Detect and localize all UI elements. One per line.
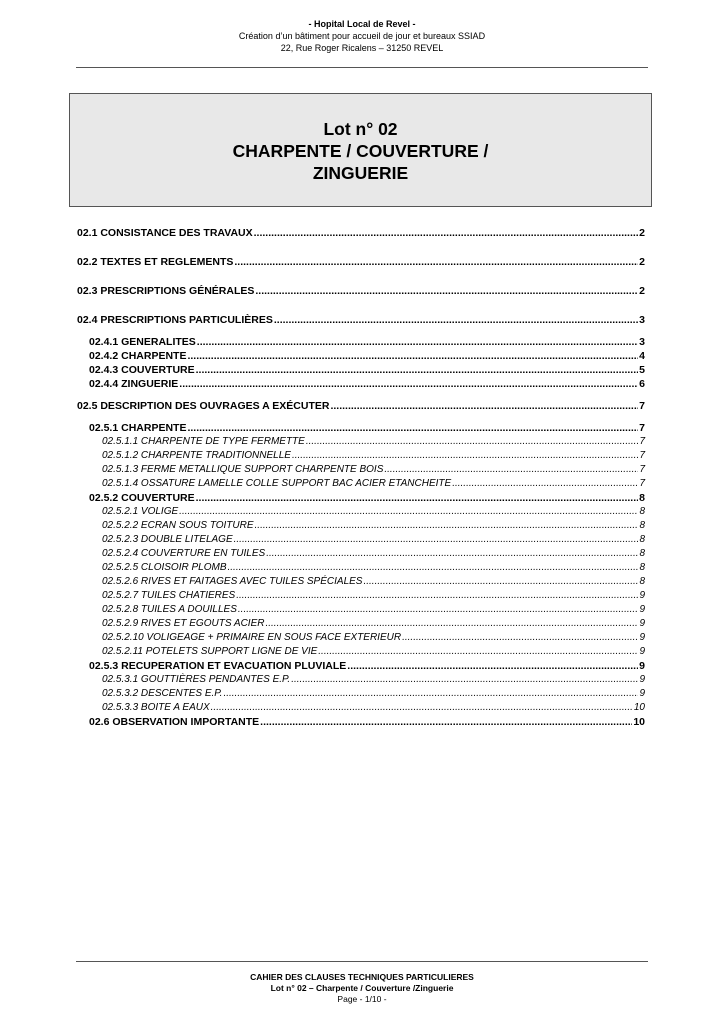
toc-entry[interactable]	[77, 491, 645, 505]
toc-entry-title: 02.5.2.11 POTELETS SUPPORT LIGNE DE VIE	[102, 646, 318, 657]
toc-entry[interactable]	[77, 659, 645, 673]
toc-entry-title: 02.5.3.3 BOITE A EAUX	[102, 702, 210, 713]
header-address: 22, Rue Roger Ricalens – 31250 REVEL	[280, 43, 444, 53]
toc-entry-title: 02.5.3 RECUPERATION ET EVACUATION PLUVIALE	[89, 660, 347, 672]
toc-entry-title: 02.5.2.3 DOUBLE LITELAGE	[102, 534, 233, 545]
toc-entry[interactable]	[77, 349, 645, 363]
toc-page-number: 9	[639, 604, 645, 615]
toc-leader-dots	[187, 349, 638, 363]
toc-leader-dots	[274, 313, 638, 327]
toc-entry[interactable]	[77, 335, 645, 349]
toc-leader-dots	[347, 659, 638, 673]
toc-leader-dots	[223, 687, 638, 701]
footer-page-number: Page - 1/10 -	[337, 994, 387, 1004]
toc-entry-title: 02.5.2.2 ECRAN SOUS TOITURE	[102, 520, 254, 531]
toc-leader-dots	[254, 226, 639, 240]
toc-page-number: 8	[639, 534, 645, 545]
toc-page-number: 9	[639, 688, 645, 699]
toc-page-number: 7	[639, 400, 645, 412]
toc-entry-title: 02.5.1.3 FERME METALLIQUE SUPPORT CHARPENTE BOIS	[102, 464, 384, 475]
toc-leader-dots	[266, 547, 638, 561]
toc-entry-title: 02.3 PRESCRIPTIONS GÉNÉRALES	[77, 285, 255, 297]
title-box	[69, 93, 652, 207]
toc-page-number: 4	[639, 350, 645, 362]
toc-page-number: 10	[633, 702, 645, 713]
footer-lot-title: Lot n° 02 – Charpente / Couverture /Zinguerie	[270, 983, 454, 993]
toc-leader-dots	[265, 617, 638, 631]
toc-entry-title: 02.4.1 GENERALITES	[89, 336, 196, 348]
toc-leader-dots	[187, 421, 638, 435]
toc-entry-title: 02.5.1.1 CHARPENTE DE TYPE FERMETTE	[102, 436, 305, 447]
toc-leader-dots	[255, 519, 639, 533]
lot-title-line-1: CHARPENTE / COUVERTURE /	[232, 141, 489, 161]
toc-entry[interactable]	[77, 399, 645, 413]
toc-page-number: 3	[639, 314, 645, 326]
toc-entry[interactable]	[77, 673, 645, 687]
toc-page-number: 8	[639, 506, 645, 517]
toc-entry-title: 02.4 PRESCRIPTIONS PARTICULIÈRES	[77, 314, 273, 326]
toc-page-number: 9	[639, 660, 645, 672]
toc-page-number: 2	[639, 285, 645, 297]
toc-entry[interactable]	[77, 589, 645, 603]
toc-entry-title: 02.5.2.5 CLOISOIR PLOMB	[102, 562, 227, 573]
toc-page-number: 6	[639, 378, 645, 390]
toc-page-number: 9	[639, 632, 645, 643]
toc-page-number: 8	[639, 520, 645, 531]
toc-page-number: 9	[639, 618, 645, 629]
toc-entry[interactable]	[77, 363, 645, 377]
footer-divider	[76, 961, 648, 962]
toc-page-number: 8	[639, 492, 645, 504]
toc-entry[interactable]	[77, 715, 645, 729]
toc-entry-title: 02.6 OBSERVATION IMPORTANTE	[89, 716, 260, 728]
toc-page-number: 8	[639, 576, 645, 587]
toc-leader-dots	[330, 399, 638, 413]
page-header	[0, 18, 724, 54]
toc-entry-title: 02.1 CONSISTANCE DES TRAVAUX	[77, 227, 253, 239]
toc-leader-dots	[363, 575, 638, 589]
toc-entry[interactable]	[77, 617, 645, 631]
toc-entry[interactable]	[77, 631, 645, 645]
toc-page-number: 7	[639, 422, 645, 434]
lot-number: Lot n° 02	[323, 119, 398, 139]
toc-entry[interactable]	[77, 421, 645, 435]
toc-page-number: 7	[639, 450, 645, 461]
toc-leader-dots	[197, 335, 638, 349]
toc-entry-title: 02.5.1.4 OSSATURE LAMELLE COLLE SUPPORT BAC ACIER ETANCHEITE	[102, 478, 452, 489]
toc-entry-title: 02.4.2 CHARPENTE	[89, 350, 187, 362]
toc-entry[interactable]	[77, 377, 645, 391]
page-footer	[0, 972, 724, 1005]
toc-page-number: 8	[639, 562, 645, 573]
toc-leader-dots	[260, 715, 632, 729]
toc-leader-dots	[211, 701, 633, 715]
toc-leader-dots	[196, 363, 639, 377]
table-of-contents	[77, 226, 645, 729]
toc-leader-dots	[384, 463, 638, 477]
toc-entry[interactable]	[77, 561, 645, 575]
footer-document-type: CAHIER DES CLAUSES TECHNIQUES PARTICULIERES	[250, 972, 474, 982]
toc-leader-dots	[234, 255, 638, 269]
toc-entry[interactable]	[77, 603, 645, 617]
toc-page-number: 9	[639, 590, 645, 601]
toc-entry-title: 02.5.3.2 DESCENTES E.P.	[102, 688, 223, 699]
toc-page-number: 3	[639, 336, 645, 348]
toc-entry-title: 02.5.1 CHARPENTE	[89, 422, 187, 434]
toc-entry[interactable]	[77, 435, 645, 449]
toc-page-number: 10	[633, 716, 645, 728]
toc-page-number: 7	[639, 478, 645, 489]
toc-entry[interactable]	[77, 284, 645, 298]
toc-entry[interactable]	[77, 477, 645, 491]
toc-entry[interactable]	[77, 505, 645, 519]
toc-entry-title: 02.5.2.10 VOLIGEAGE + PRIMAIRE EN SOUS FACE EXTERIEUR	[102, 632, 402, 643]
toc-entry[interactable]	[77, 701, 645, 715]
toc-entry-title: 02.4.3 COUVERTURE	[89, 364, 195, 376]
toc-entry[interactable]	[77, 313, 645, 327]
toc-entry[interactable]	[77, 449, 645, 463]
lot-title-line-2: ZINGUERIE	[312, 163, 409, 183]
toc-page-number: 5	[639, 364, 645, 376]
toc-leader-dots	[238, 603, 639, 617]
toc-leader-dots	[402, 631, 638, 645]
toc-entry-title: 02.5.3.1 GOUTTIÈRES PENDANTES E.P.	[102, 674, 291, 685]
toc-entry-title: 02.5.2.8 TUILES A DOUILLES	[102, 604, 237, 615]
toc-entry-title: 02.5.2.1 VOLIGE	[102, 506, 179, 517]
toc-leader-dots	[255, 284, 638, 298]
toc-entry[interactable]	[77, 226, 645, 240]
header-hospital-name: - Hopital Local de Revel -	[308, 19, 416, 29]
header-divider	[76, 67, 648, 68]
toc-leader-dots	[196, 491, 639, 505]
toc-entry[interactable]	[77, 575, 645, 589]
toc-entry[interactable]	[77, 533, 645, 547]
toc-leader-dots	[179, 505, 638, 519]
toc-page-number: 7	[639, 464, 645, 475]
toc-leader-dots	[306, 435, 639, 449]
toc-leader-dots	[236, 589, 638, 603]
toc-leader-dots	[228, 561, 639, 575]
toc-leader-dots	[318, 645, 638, 659]
toc-page-number: 2	[639, 256, 645, 268]
toc-leader-dots	[292, 449, 638, 463]
toc-leader-dots	[291, 673, 638, 687]
toc-leader-dots	[452, 477, 638, 491]
toc-entry[interactable]	[77, 687, 645, 701]
toc-page-number: 7	[639, 436, 645, 447]
toc-page-number: 8	[639, 548, 645, 559]
header-project-description: Création d’un bâtiment pour accueil de jour et bureaux SSIAD	[238, 31, 486, 41]
toc-entry[interactable]	[77, 547, 645, 561]
toc-entry-title: 02.5.2.7 TUILES CHATIERES	[102, 590, 236, 601]
toc-entry[interactable]	[77, 519, 645, 533]
toc-entry-title: 02.2 TEXTES ET REGLEMENTS	[77, 256, 234, 268]
toc-entry[interactable]	[77, 645, 645, 659]
toc-entry-title: 02.5 DESCRIPTION DES OUVRAGES A EXÉCUTER	[77, 400, 330, 412]
toc-page-number: 9	[639, 674, 645, 685]
toc-leader-dots	[234, 533, 639, 547]
toc-entry-title: 02.5.2 COUVERTURE	[89, 492, 195, 504]
toc-page-number: 2	[639, 227, 645, 239]
toc-entry-title: 02.5.2.9 RIVES ET EGOUTS ACIER	[102, 618, 265, 629]
toc-page-number: 9	[639, 646, 645, 657]
toc-leader-dots	[179, 377, 638, 391]
toc-entry-title: 02.4.4 ZINGUERIE	[89, 378, 179, 390]
toc-entry-title: 02.5.2.6 RIVES ET FAITAGES AVEC TUILES SPÉCIALES	[102, 576, 363, 587]
toc-entry[interactable]	[77, 255, 645, 269]
toc-entry-title: 02.5.1.2 CHARPENTE TRADITIONNELLE	[102, 450, 291, 461]
toc-entry[interactable]	[77, 463, 645, 477]
toc-entry-title: 02.5.2.4 COUVERTURE EN TUILES	[102, 548, 266, 559]
